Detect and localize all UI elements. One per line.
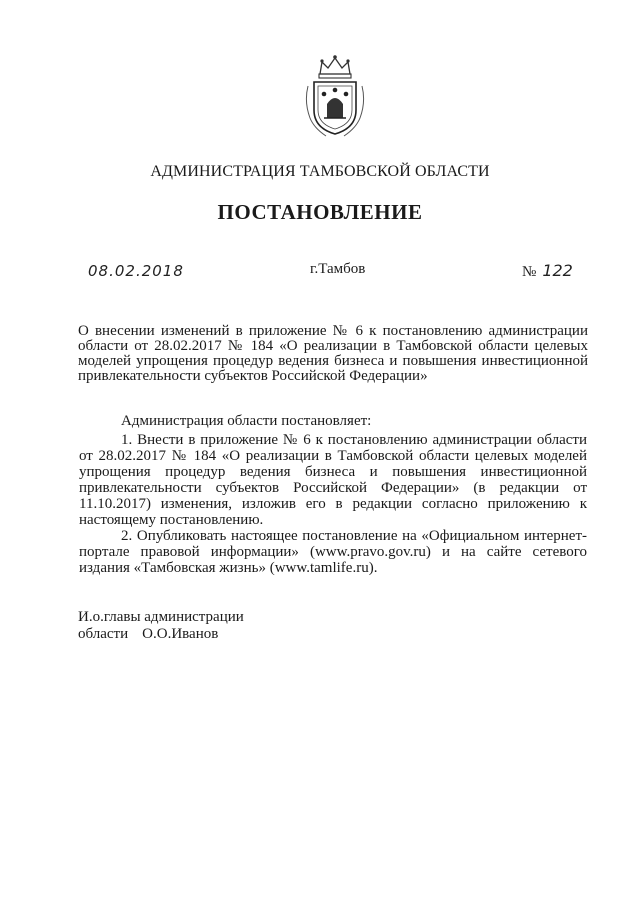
document-number	[522, 261, 573, 281]
document-subject: О внесении изменений в приложение № 6 к постановлению администрации области от 28.02.2017 № 184 «О реализации в Тамбовской области целевых моделей упрощения процедур ведения бизнеса и повышения инвестиционной привлекательности субъектов Российской Федерации»	[78, 323, 588, 384]
document-type: ПОСТАНОВЛЕНИЕ	[217, 200, 423, 224]
signature-name: О.О.Иванов	[142, 626, 219, 642]
document-date: 08.02.2018	[88, 262, 184, 280]
signature-block	[78, 609, 244, 643]
organization-title: АДМИНИСТРАЦИЯ ТАМБОВСКОЙ ОБЛАСТИ	[150, 163, 490, 180]
signature-position: И.о.главы администрации	[78, 609, 244, 625]
body-lead: Администрация области постановляет:	[121, 413, 372, 429]
tambov-coat-of-arms-icon	[300, 52, 370, 138]
number-value: 122	[542, 261, 573, 280]
body-item-2: 2. Опубликовать настоящее постановление на «Официальном интернет-портале правовой информации» (www.pravo.gov.ru) и на сайте сетевого издания «Тамбовская жизнь» (www.tamlife.ru).	[79, 528, 587, 576]
number-label: №	[522, 264, 537, 280]
signature-position-line2: области	[78, 626, 129, 642]
document-city: г.Тамбов	[310, 261, 366, 277]
document-body	[79, 413, 587, 576]
body-item-1: 1. Внести в приложение № 6 к постановлению администрации области от 28.02.2017 № 184 «О реализации в Тамбовской области целевых моделей упрощения процедур ведения бизнеса и повышения инвестиционной привлекательности субъектов Российской Федерации» (в редакции от 11.10.2017) изменения, изложив его в редакции согласно приложению к настоящему постановлению.	[79, 432, 587, 528]
